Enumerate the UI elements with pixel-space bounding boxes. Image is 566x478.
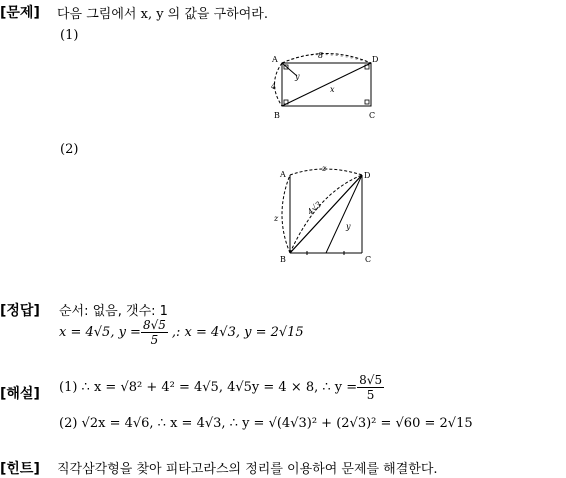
explanation-tag: [해설] — [0, 386, 40, 402]
fig1-label-top: 8 — [318, 51, 324, 60]
explanation-line-1-start: (1) ∴ x = √8² + 4² = 4√5, 4√5y = 4 × 8, ∴ y = — [59, 380, 358, 395]
figure-1-rectangle — [262, 48, 392, 123]
answer-fraction-numerator: 8√5 — [142, 318, 166, 332]
fig1-label-y: y — [295, 72, 300, 81]
fig2-label-diag: 4√3 — [305, 199, 324, 217]
fig2-label-left: z — [274, 214, 279, 223]
fig1-label-b: B — [274, 111, 280, 120]
explanation-fraction — [357, 373, 384, 402]
part-2-label: (2) — [60, 142, 79, 157]
answer-line-2 — [59, 318, 304, 347]
fig2-label-a: A — [280, 170, 286, 179]
fig1-label-d: D — [372, 55, 379, 64]
hint-text: 직각삼각형을 찾아 피타고라스의 정리를 이용하여 문제를 해결한다. — [57, 462, 438, 477]
fig1-label-left: 4 — [271, 82, 277, 91]
answer-fraction — [141, 318, 168, 347]
fig1-label-c: C — [369, 111, 376, 120]
figure-2-triangles — [272, 163, 382, 265]
fig2-label-top: z — [322, 164, 327, 173]
answer-fraction-denominator: 5 — [150, 333, 159, 347]
problem-tag: [문제] — [0, 5, 40, 21]
fig2-label-c: C — [365, 255, 372, 264]
fig2-label-d: D — [364, 171, 371, 180]
explanation-fraction-denominator: 5 — [366, 388, 375, 402]
explanation-line-2: (2) √2x = 4√6, ∴ x = 4√3, ∴ y = √(4√3)² + (2√3)² = √60 = 2√15 — [59, 416, 473, 431]
problem-statement: 다음 그림에서 x, y 의 값을 구하여라. — [57, 7, 268, 22]
fig2-label-y: y — [346, 222, 351, 231]
fig1-label-a: A — [272, 55, 278, 64]
answer-line-1: 순서: 없음, 갯수: 1 — [59, 304, 168, 319]
hint-tag: [힌트] — [0, 461, 40, 477]
part-1-label: (1) — [60, 28, 79, 43]
explanation-line-1 — [59, 373, 384, 402]
fig2-label-b: B — [280, 255, 286, 264]
answer-line-2-start: x = 4√5, y = — [59, 325, 141, 340]
fig1-label-x: x — [330, 85, 335, 94]
explanation-fraction-numerator: 8√5 — [359, 373, 383, 387]
answer-line-2-end: ,: x = 4√3, y = 2√15 — [171, 325, 304, 340]
answer-tag: [정답] — [0, 303, 40, 319]
